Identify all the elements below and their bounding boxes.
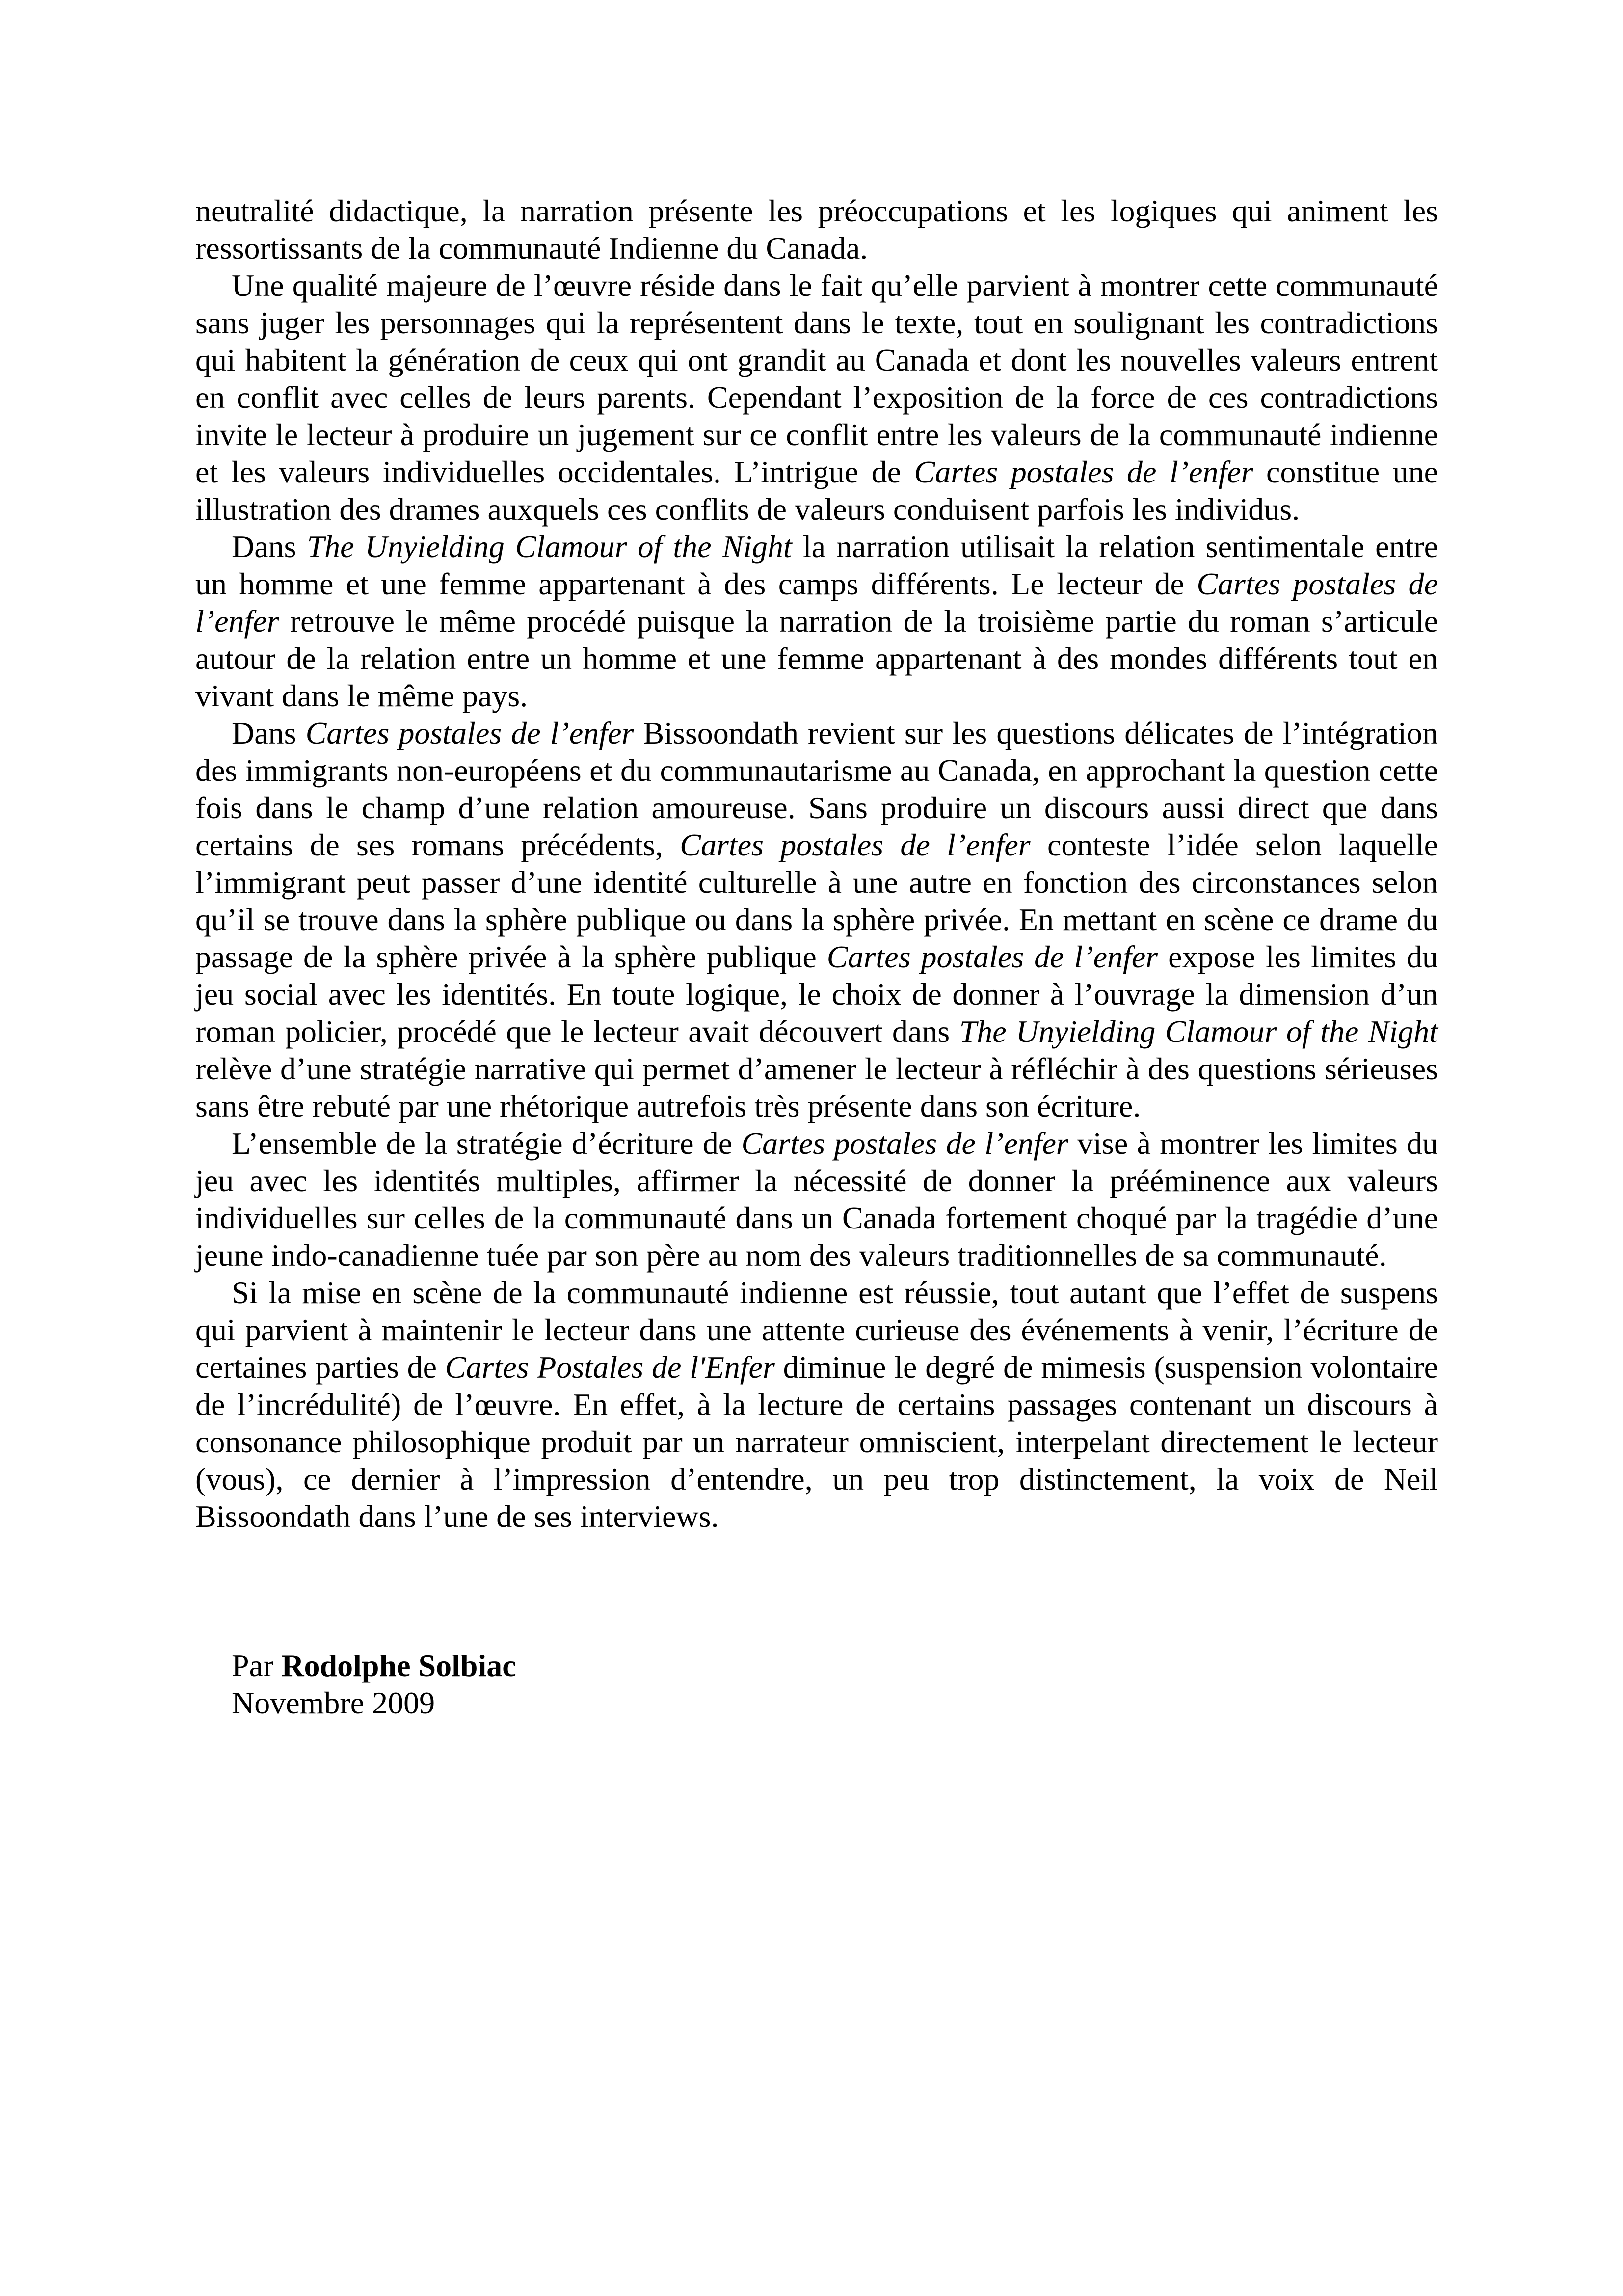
italic-title: Cartes postales de l’enfer [826, 939, 1158, 974]
text-run: vise à montrer les limites du jeu avec les identités multiples, affirmer la nécessité de donner la prééminence aux valeurs individuelles sur celles de la communauté dans un Canada fortement choqué par la tragédie d’une jeune indo-canadienne tuée par son père au nom des valeurs traditionnelles de sa communauté. [195, 1126, 1438, 1273]
text-run: Une qualité majeure de l’œuvre réside dans le fait qu’elle parvient à montrer cette communauté sans juger les personnages qui la représentent dans le texte, tout en soulignant les contradictions qui habitent la génération de ceux qui ont grandit au Canada et dont les nouvelles valeurs entrent en conflit avec celles de leurs parents. Cependant l’exposition de la force de ces contradictions invite le lecteur à produire un jugement sur ce conflit entre les valeurs de la communauté indienne et les valeurs individuelles occidentales. L’intrigue de [195, 268, 1438, 489]
text-run: Si la mise en scène de la communauté indienne est réussie, tout autant que l’effet de suspens qui parvient à maintenir le lecteur dans une attente curieuse des événements à venir, l’écriture de certaines parties de [195, 1275, 1438, 1385]
italic-title: Cartes Postales de l'Enfer [445, 1350, 775, 1385]
signature-date: Novembre 2009 [232, 1685, 435, 1720]
paragraph-continuation [195, 192, 1438, 267]
italic-title: Cartes postales de l’enfer [195, 566, 1438, 639]
signature-block [195, 1647, 1438, 1722]
text-run: Dans [232, 529, 307, 564]
paragraph-writing-strategy [195, 1125, 1438, 1274]
text-run: la narration utilisait la relation sentimentale entre un homme et une femme appartenant à des camps différents. Le lecteur de [195, 529, 1438, 601]
italic-title: Cartes postales de l’enfer [914, 454, 1253, 489]
italic-title: Cartes postales de l’enfer [741, 1126, 1068, 1161]
paragraph-unyielding-clamour-comparison [195, 528, 1438, 715]
text-run: diminue le degré de mimesis (suspension volontaire de l’incrédulité) de l’œuvre. En effet, à la lecture de certains passages contenant un discours à consonance philosophique produit par un narrateur omniscient, interpelant directement le lecteur (vous), ce dernier à l’impression d’entendre, un peu trop distinctement, la voix de Neil Bissoondath dans l’une de ses interviews. [195, 1350, 1438, 1534]
paragraph-mimesis-critique [195, 1274, 1438, 1535]
text-run: L’ensemble de la stratégie d’écriture de [232, 1126, 742, 1161]
author-name: Rodolphe Solbiac [281, 1648, 516, 1683]
text-run: retrouve le même procédé puisque la narration de la troisième partie du roman s’articule autour de la relation entre un homme et une femme appartenant à des mondes différents tout en vivant dans le même pays. [195, 604, 1438, 713]
text-run: relève d’une stratégie narrative qui permet d’amener le lecteur à réfléchir à des questions sérieuses sans être rebuté par une rhétorique autrefois très présente dans son écriture. [195, 1051, 1438, 1123]
document-page [195, 192, 1438, 1722]
text-run: conteste l’idée selon laquelle l’immigrant peut passer d’une identité culturelle à une autre en fonction des circonstances selon qu’il se trouve dans la sphère publique ou dans la sphère privée. En mettant en scène ce drame du passage de la sphère privée à la sphère publique [195, 828, 1438, 974]
author-prefix: Par [232, 1648, 282, 1683]
text-run: expose les limites du jeu social avec les identités. En toute logique, le choix de donner à l’ouvrage la dimension d’un roman policier, procédé que le lecteur avait découvert dans [195, 939, 1438, 1049]
text-run: Dans [232, 716, 306, 750]
italic-title: Cartes postales de l’enfer [680, 828, 1031, 862]
italic-title: The Unyielding Clamour of the Night [959, 1014, 1438, 1049]
text-run: constitue une illustration des drames auxquels ces conflits de valeurs conduisent parfois les individus. [195, 454, 1438, 527]
italic-title: Cartes postales de l’enfer [305, 716, 634, 750]
italic-title: The Unyielding Clamour of the Night [307, 529, 792, 564]
paragraph-quality-of-work [195, 267, 1438, 528]
text-run: Bissoondath revient sur les questions délicates de l’intégration des immigrants non-européens et du communautarisme au Canada, en approchant la question cette fois dans le champ d’une relation amoureuse. Sans produire un discours aussi direct que dans certains de ses romans précédents, [195, 716, 1438, 862]
paragraph-integration-of-immigrants [195, 715, 1438, 1125]
author-line [232, 1647, 1438, 1684]
text-run: neutralité didactique, la narration présente les préoccupations et les logiques qui animent les ressortissants de la communauté Indienne du Canada. [195, 193, 1438, 266]
